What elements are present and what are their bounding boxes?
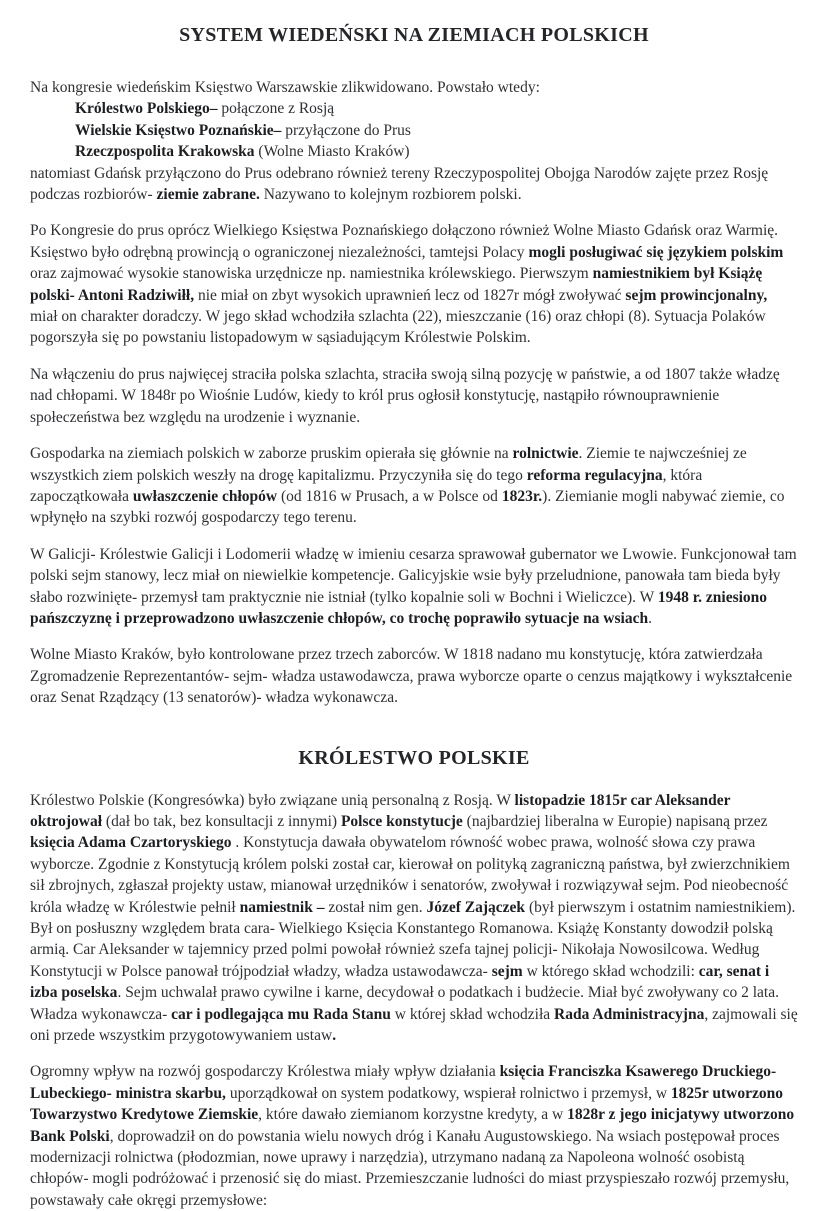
text-run: Gospodarka na ziemiach polskich w zaborze pruskim opierała się głównie na bbox=[30, 445, 513, 463]
text-run: nie miał on zbyt wysokich uprawnień lecz od 1827r mógł zwoływać bbox=[194, 286, 626, 304]
paragraph bbox=[30, 1061, 798, 1211]
section2-body bbox=[30, 790, 798, 1211]
bold-text-run: rolnictwie bbox=[512, 445, 579, 463]
text-run: miał on charakter doradczy. W jego skład wchodziła szlachta (22), mieszczanie (16) oraz chłopi (8). Sytuacja Polaków pogorszyła się po powstaniu listopadowym w sąsiadującym Królestwie Polskim. bbox=[30, 308, 766, 347]
bold-text-run: mogli posługiwać się językiem polskim bbox=[528, 243, 784, 261]
bold-text-run: car i podlegająca mu Rada Stanu bbox=[171, 1005, 391, 1023]
bold-text-run: sejm bbox=[491, 962, 523, 980]
paragraph bbox=[30, 163, 798, 206]
text-run: połączone z Rosją bbox=[217, 100, 335, 118]
bold-text-run: Józef Zajączek bbox=[426, 898, 526, 916]
bold-text-run: uwłaszczenie chłopów bbox=[132, 487, 278, 505]
text-run: (był pierwszym i ostatnim namiestnikiem). Był on posłuszny względem brata cara- Wielkiego Księcia Konstantego Romanowa. Książę Konstanty dowodził polską armią. Car Aleksander w tajemnicy przed polmi powołał również szefa tajnej policji- Nikołaja Nowosilcowa. Według Konstytucji w Polsce panował trójpodział władzy, władza ustawodawcza- bbox=[30, 898, 796, 980]
text-run: Po Kongresie do prus oprócz Wielkiego Księstwa Poznańskiego dołączono również Wolne Miasto Gdańsk oraz Warmię. Księstwo było odrębną prowincją o ograniczonej niezależności, tamtejsi Polacy bbox=[30, 222, 779, 261]
paragraph bbox=[30, 790, 798, 1047]
text-run: . bbox=[648, 609, 652, 627]
text-run: został nim gen. bbox=[324, 898, 427, 916]
text-run: Nazywano to kolejnym rozbiorem polski. bbox=[259, 186, 522, 204]
bold-text-run: 1948 r. zniesiono pańszczyznę i przeprowadzono uwłaszczenie chłopów, co trochę poprawiło sytuacje na wsiach bbox=[30, 588, 768, 627]
text-run: Na włączeniu do prus najwięcej straciła polska szlachta, straciła swoją silną pozycję w państwie, a od 1807 także władzę nad chłopami. W 1848r po Wiośnie Ludów, kiedy to król prus ogłosił konstytucję, nastąpiło równouprawnienie społeczeństwa bez względu na urodzenie i wyznanie. bbox=[30, 365, 780, 426]
text-run: przyłączone do Prus bbox=[281, 121, 411, 139]
bold-text-run: Polsce konstytucje bbox=[340, 812, 463, 830]
text-run: uporządkował on system podatkowy, wspierał rolnictwo i przemysł, w bbox=[225, 1084, 671, 1102]
bold-text-run: listopadzie 1815r car Aleksander oktrojował bbox=[30, 791, 731, 830]
text-run: . Sejm uchwalał prawo cywilne i karne, decydował o podatkach i budżecie. Miał być zwoływany co 2 lata. Władza wykonawcza- bbox=[30, 984, 779, 1023]
list-item bbox=[30, 141, 798, 162]
bold-text-run: 1825r utworzono Towarzystwo Kredytowe Ziemskie bbox=[30, 1084, 783, 1124]
text-run: natomiast Gdańsk przyłączono do Prus odebrano również tereny Rzeczypospolitej Obojga Narodów zajęte przez Rosję podczas rozbiorów- bbox=[30, 164, 769, 204]
text-run: ). Ziemianie mogli nabywać ziemie, co wpłynęło na szybki rozwój gospodarczy tego terenu. bbox=[30, 487, 785, 527]
paragraph bbox=[30, 220, 798, 348]
paragraph bbox=[30, 364, 798, 428]
text-run: Wolne Miasto Kraków, było kontrolowane przez trzech zaborców. W 1818 nadano mu konstytucję, która zatwierdzała Zgromadzenie Reprezentantów- sejm- władza ustawodawcza, prawa wyborcze oparte o cenzus majątkowy i wykształcenie oraz Senat Rządzący (13 senatorów)- władza wykonawcza. bbox=[30, 646, 793, 707]
bold-text-run: . bbox=[332, 1027, 337, 1045]
text-run: , doprowadził on do powstania wielu nowych dróg i Kanału Augustowskiego. Na wsiach postępował proces modernizacji rolnictwa (płodozmian, nowe uprawy i narzędzia), utrzymano nadaną za Napoleona wolność osobistą chłopów- mogli podróżować i przenosić się do miast. Przemieszczanie ludności do miast przyspieszało rozwój przemysłu, powstawały całe okręgi przemysłowe: bbox=[30, 1127, 790, 1209]
section2-heading: KRÓLESTWO POLSKIE bbox=[298, 746, 530, 769]
text-run: w którego skład wchodzili: bbox=[522, 962, 699, 980]
text-run: Na kongresie wiedeńskim Księstwo Warszawskie zlikwidowano. Powstało wtedy: bbox=[30, 79, 540, 96]
paragraph bbox=[30, 644, 798, 708]
bold-text-run: Królestwo Polskiego– bbox=[75, 100, 218, 118]
bold-text-run: księcia Adama Czartoryskiego bbox=[30, 834, 232, 852]
bold-text-run: reforma regulacyjna bbox=[526, 466, 663, 484]
text-run: Królestwo Polskie (Kongresówka) było związane unią personalną z Rosją. W bbox=[30, 791, 515, 809]
bold-text-run: sejm prowincjonalny, bbox=[625, 286, 768, 304]
bold-text-run: car, senat i izba poselska bbox=[30, 962, 770, 1002]
text-run: , które dawało ziemianom korzystne kredyty, a w bbox=[258, 1106, 568, 1124]
bold-text-run: księcia Franciszka Ksawerego Druckiego-Lubeckiego- ministra skarbu, bbox=[30, 1063, 777, 1102]
paragraph bbox=[30, 77, 798, 98]
bold-text-run: namiestnikiem był Książę polski- Antoni Radziwiłł, bbox=[30, 265, 763, 304]
bold-text-run: Rada Administracyjna bbox=[554, 1005, 705, 1023]
text-run: (od 1816 w Prusach, a w Polsce od bbox=[277, 487, 502, 505]
text-run: W Galicji- Królestwie Galicji i Lodomerii władzę w imieniu cesarza sprawował gubernator we Lwowie. Funkcjonował tam polski sejm stanowy, lecz miał on niewielkie kompetencje. Galicyjskie wsie były przeludnione, panowała tam bieda były słabo rozwinięte- przemysł tam praktycznie nie istniał (tylko kopalnie soli w Bochni i Wieliczce). W bbox=[30, 545, 797, 606]
bold-text-run: namiestnik – bbox=[239, 898, 325, 916]
text-run: w której skład wchodziła bbox=[390, 1005, 555, 1023]
paragraph bbox=[30, 443, 798, 529]
text-run: (Wolne Miasto Kraków) bbox=[254, 143, 410, 161]
list-item bbox=[30, 98, 798, 119]
bold-text-run: Rzeczpospolita Krakowska bbox=[75, 143, 255, 161]
section1-body bbox=[30, 77, 798, 709]
text-run: (dał bo tak, bez konsultacji z innymi) bbox=[102, 812, 341, 830]
text-run: oraz zajmować wysokie stanowiska urzędnicze np. namiestnika królewskiego. Pierwszym bbox=[30, 265, 593, 283]
text-run: , zajmowali się oni przede wszystkim przygotowywaniem ustaw bbox=[30, 1005, 798, 1045]
section1-heading: SYSTEM WIEDEŃSKI NA ZIEMIACH POLSKICH bbox=[179, 24, 649, 46]
paragraph bbox=[30, 544, 798, 630]
text-run: , która zapoczątkowała bbox=[30, 466, 703, 505]
bold-text-run: 1828r z jego inicjatywy utworzono Bank Polski bbox=[30, 1106, 795, 1145]
text-run: . Ziemie te najwcześniej ze wszystkich ziem polskich weszły na drogę kapitalizmu. Przyczyniła się do tego bbox=[30, 445, 747, 484]
list-item bbox=[30, 120, 798, 141]
text-run: Ogromny wpływ na rozwój gospodarczy Królestwa miały wpływ działania bbox=[30, 1063, 500, 1081]
bold-text-run: ziemie zabrane. bbox=[156, 186, 260, 204]
bold-text-run: Wielskie Księstwo Poznańskie– bbox=[75, 121, 282, 139]
text-run: (najbardziej liberalna w Europie) napisaną przez bbox=[462, 812, 768, 830]
text-run: . Konstytucja dawała obywatelom równość wobec prawa, wolność słowa czy prawa wyborcze. Zgodnie z Konstytucją królem polski został car, kierował on polityką zagraniczną państwa, był zwierzchnikiem sił zbrojnych, zgłaszał projekty ustaw, mianował urzędników i senatorów, zwoływał i rozwiązywał sejm. Pod nieobecność króla władzę w Królestwie pełnił bbox=[30, 834, 790, 916]
bold-text-run: 1823r. bbox=[501, 487, 543, 505]
